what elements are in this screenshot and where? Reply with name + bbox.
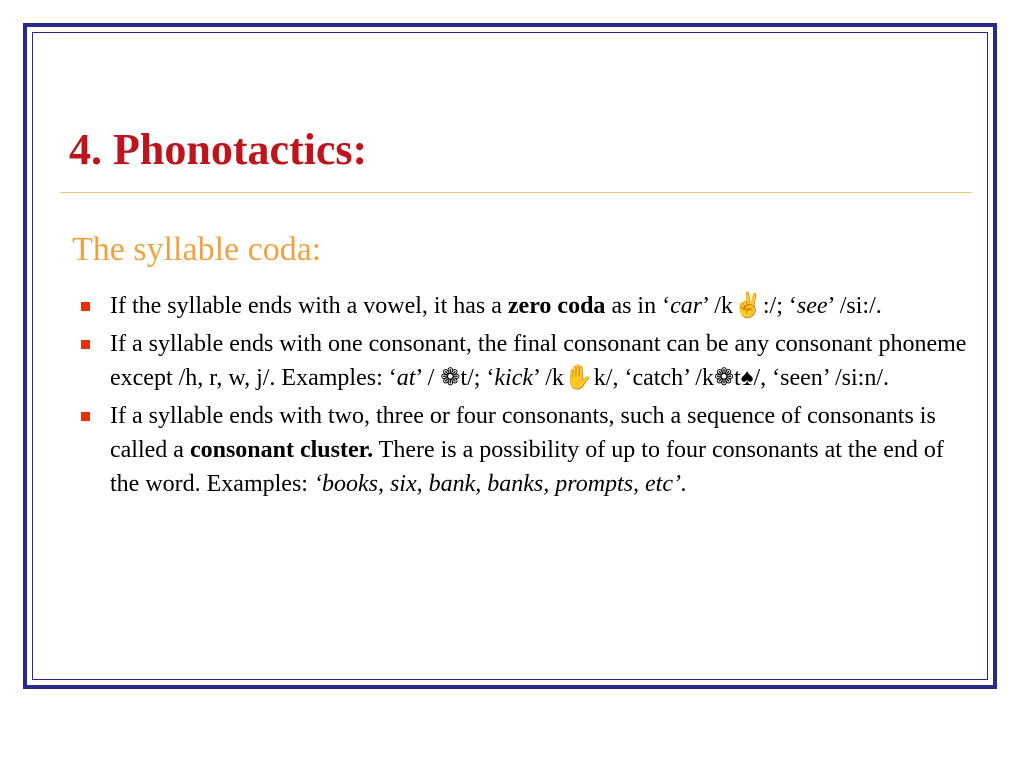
bullet-run-italic: kick — [494, 365, 534, 391]
bullet-run-italic: see — [796, 293, 828, 319]
bullet-run-bold: zero coda — [507, 293, 606, 319]
bullet-item-one-consonant — [72, 327, 976, 395]
bullet-text — [110, 403, 944, 497]
bullet-run-italic: car — [670, 293, 703, 319]
bullet-run: If a syllable ends with two, three or four consonants, such a sequence of consonants is called a — [110, 403, 936, 463]
slide-subtitle: The syllable coda: — [72, 231, 322, 268]
bullet-run: If a syllable ends with one consonant, the final consonant can be any consonant phoneme except /h, r, w, j/. Examples: ‘ — [110, 331, 967, 391]
title-divider — [60, 192, 972, 193]
bullet-run: ’ / ❁t/; ‘ — [415, 365, 495, 391]
square-bullet-icon — [81, 412, 90, 421]
square-bullet-icon — [81, 340, 90, 349]
bullet-run: There is a possibility of up to four consonants at the end of the word. Examples: — [110, 437, 944, 497]
square-bullet-icon — [81, 302, 90, 311]
bullet-run: ’ /k✌:/; ‘ — [702, 293, 797, 319]
bullet-item-zero-coda — [72, 289, 976, 323]
bullet-text — [110, 331, 966, 391]
bullet-run: If the syllable ends with a vowel, it has a — [110, 293, 508, 319]
bullet-run-italic: at — [396, 365, 416, 391]
bullet-item-consonant-cluster — [72, 399, 976, 501]
bullet-run: as in ‘ — [605, 293, 671, 319]
bullet-list — [72, 289, 976, 505]
bullet-run: ’ /k✋k/, ‘catch’ /k❁t♠/, ‘seen’ /si:n/. — [533, 365, 889, 391]
slide-title: 4. Phonotactics: — [69, 125, 368, 174]
bullet-text — [110, 293, 882, 319]
bullet-run: ’ /si:/. — [827, 293, 882, 319]
bullet-run-bold: consonant cluster. — [189, 437, 374, 463]
bullet-run-italic: ‘books, six, bank, banks, prompts, etc’. — [313, 471, 687, 497]
